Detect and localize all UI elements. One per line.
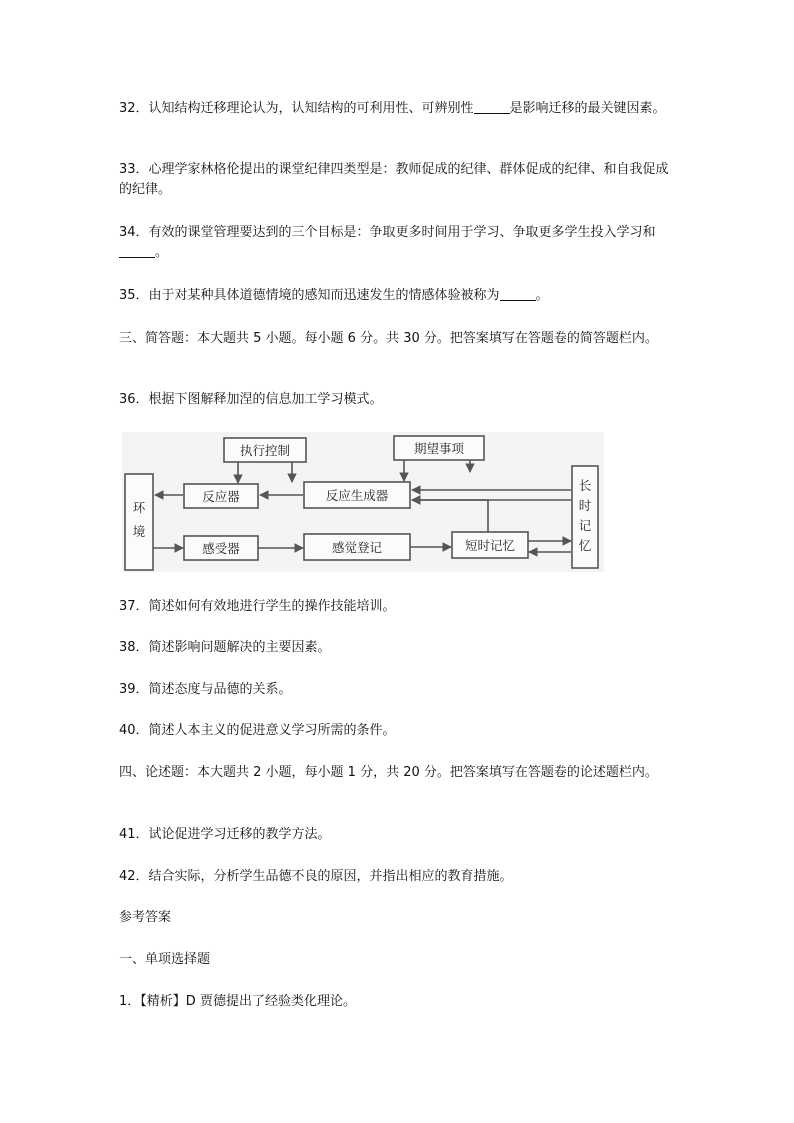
question-37: 37．简述如何有效地进行学生的操作技能培训。: [119, 599, 396, 614]
diagram-label-effectors: 反应器: [202, 489, 240, 504]
question-32: 32．认知结构迁移理论认为，认知结构的可利用性、可辨别性 是影响迁移的最关键因素。: [119, 101, 666, 116]
answers-section-1-heading: 一、单项选择题: [119, 952, 211, 967]
diagram-label-environment-1: 环: [132, 500, 146, 515]
diagram-label-long-term-memory-2: 时: [578, 498, 592, 513]
answer-blank: [474, 113, 510, 114]
gagne-information-processing-diagram: [122, 432, 604, 572]
question-38: 38．简述影响问题解决的主要因素。: [119, 640, 331, 655]
diagram-label-long-term-memory-1: 长: [578, 478, 592, 493]
arrow-short-term-to-generator: [412, 500, 488, 532]
diagram-label-long-term-memory-3: 记: [578, 518, 592, 533]
section-4-heading: 四、论述题：本大题共 2 小题，每小题 1 分，共 20 分。把答案填写在答题卷的论述题栏内。: [119, 765, 658, 780]
answer-blank: [500, 300, 536, 301]
section-3-heading: 三、简答题：本大题共 5 小题。每小题 6 分。共 30 分。把答案填写在答题卷的简答题栏内。: [119, 331, 658, 346]
question-42: 42．结合实际，分析学生品德不良的原因，并指出相应的教育措施。: [119, 869, 513, 884]
diagram-label-response-generator: 反应生成器: [325, 488, 389, 503]
question-34: 34．有效的课堂管理要达到的三个目标是：争取更多时间用于学习、争取更多学生投入学习和。: [119, 225, 656, 260]
diagram-label-executive-control: 执行控制: [239, 443, 291, 458]
question-33: 33．心理学家林格伦提出的课堂纪律四类型是：教师促成的纪律、群体促成的纪律、和自我促成的纪律。: [119, 162, 669, 197]
question-39: 39．简述态度与品德的关系。: [119, 682, 292, 697]
question-40: 40．简述人本主义的促进意义学习所需的条件。: [119, 723, 396, 738]
diagram-label-sensory-register: 感觉登记: [331, 540, 383, 555]
diagram-label-short-term-memory: 短时记忆: [464, 538, 516, 553]
diagram-label-receptors: 感受器: [202, 541, 240, 556]
question-36: 36．根据下图解释加涅的信息加工学习模式。: [119, 392, 383, 407]
question-41: 41．试论促进学习迁移的教学方法。: [119, 827, 331, 842]
question-35: 35．由于对某种具体道德情境的感知而迅速发生的情感体验被称为 。: [119, 288, 549, 303]
diagram-label-expectancies: 期望事项: [413, 441, 465, 456]
answer-blank: [119, 257, 155, 258]
answer-1: 1．【精析】D 贾德提出了经验类化理论。: [119, 994, 356, 1009]
environment-box: [125, 474, 153, 570]
diagram-label-long-term-memory-4: 忆: [578, 538, 592, 553]
answers-title: 参考答案: [119, 910, 172, 925]
diagram-label-environment-2: 境: [132, 524, 146, 539]
